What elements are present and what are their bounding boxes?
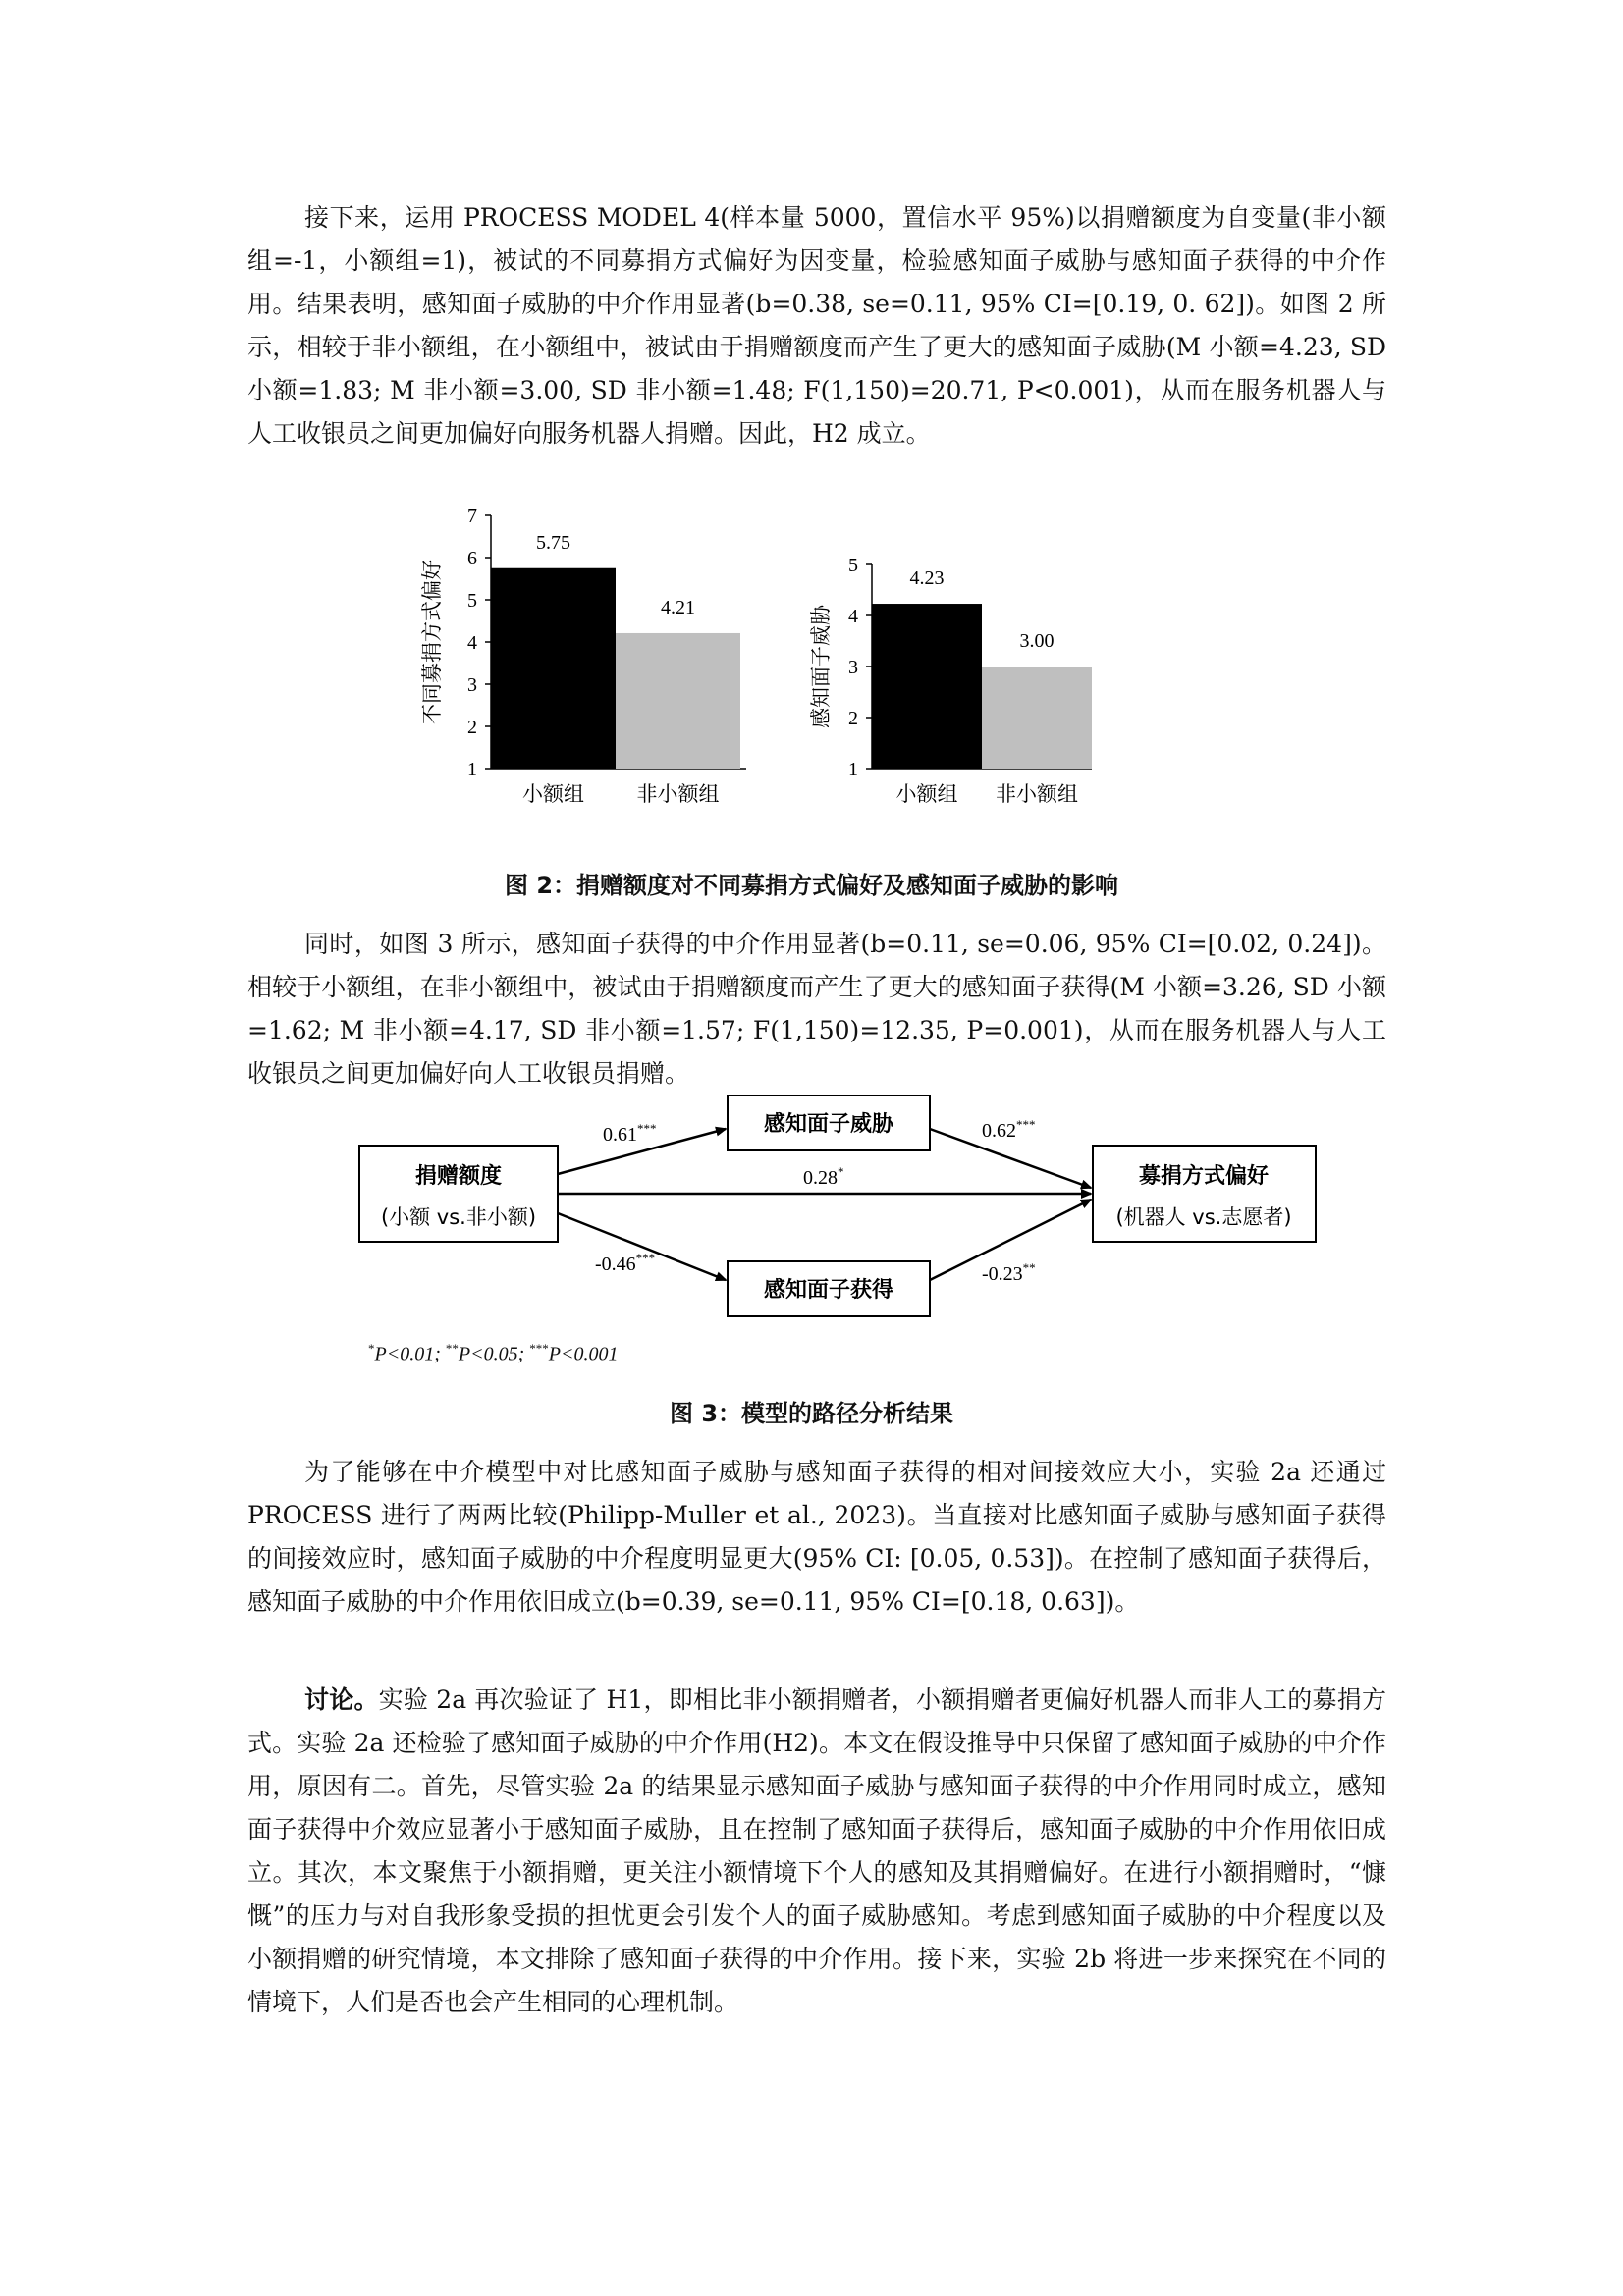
y-tick-label: 3 [848, 657, 858, 678]
bar-value-label: 5.75 [536, 531, 570, 554]
coef-a1: 0.61*** [603, 1121, 657, 1146]
box-x-title: 捐赠额度 [414, 1164, 503, 1189]
bar-value-label: 3.00 [1019, 630, 1055, 652]
category-label: 小额组 [522, 782, 584, 806]
y-tick-label: 1 [467, 759, 477, 780]
box-x-subtitle: (小额 vs.非小额) [380, 1205, 537, 1229]
y-tick-label: 4 [467, 632, 477, 654]
y-axis-label: 不同募捐方式偏好 [420, 560, 444, 724]
path-a2-arrow [558, 1213, 726, 1280]
y-tick-label: 1 [848, 759, 858, 780]
paragraph-mediation-gain: 同时，如图 3 所示，感知面子获得的中介作用显著(b=0.11, se=0.06, 95% CI=[0.02, 0.24])。相较于小额组，在非小额组中，被试由于捐赠额度而产生了更大的感知面子获得(M 小额=3.26, SD 小额=1.62; M 非小额=4.17, SD 非小额=1.57; F(1,150)=12.35, P=0.001)，从而在服务机器人与人工收银员之间更加偏好向人工收银员捐赠。 [247, 930, 1386, 1088]
category-label: 小额组 [895, 782, 958, 806]
discussion-heading: 讨论。 [304, 1685, 379, 1714]
coef-b1: 0.62*** [982, 1117, 1036, 1142]
y-axis-label: 感知面子威胁 [809, 605, 833, 728]
y-tick-label: 3 [467, 674, 477, 696]
y-tick-label: 4 [848, 606, 858, 627]
box-y-subtitle: (机器人 vs.志愿者) [1115, 1205, 1292, 1229]
paragraph-mediation-threat: 接下来，运用 PROCESS MODEL 4(样本量 5000，置信水平 95%)以捐赠额度为自变量(非小额组=-1，小额组=1)，被试的不同募捐方式偏好为因变量，检验感知面子威胁与感知面子获得的中介作用。结果表明，感知面子威胁的中介作用显著(b=0.38, se=0.11, 95% CI=[0.19, 0. 62])。如图 2 所示，相较于非小额组，在小额组中，被试由于捐赠额度而产生了更大的感知面子威胁(M 小额=4.23, SD 小额=1.83; M 非小额=3.00, SD 非小额=1.48; F(1,150)=20.71, P<0.001)，从而在服务机器人与人工收银员之间更加偏好向服务机器人捐赠。因此，H2 成立。 [247, 203, 1386, 448]
y-tick-label: 6 [467, 548, 477, 569]
y-tick-label: 2 [848, 708, 858, 729]
category-label: 非小额组 [996, 782, 1078, 806]
figure-3-caption: 图 3：模型的路径分析结果 [669, 1400, 954, 1427]
y-tick-label: 5 [848, 555, 858, 576]
y-tick-label: 2 [467, 717, 477, 738]
paragraph-pairwise-comparison: 为了能够在中介模型中对比感知面子威胁与感知面子获得的相对间接效应大小，实验 2a 还通过 PROCESS 进行了两两比较(Philipp-Muller et al., 2023)。当直接对比感知面子威胁与感知面子获得的间接效应时，感知面子威胁的中介程度明显更大(95% CI: [0.05, 0.53])。在控制了感知面子获得后，感知面子威胁的中介作用依旧成立(b=0.39, se=0.11, 95% CI=[0.18, 0.63])。 [247, 1458, 1386, 1616]
box-m1-label: 感知面子威胁 [763, 1112, 894, 1137]
box-y-title: 募捐方式偏好 [1138, 1164, 1270, 1189]
coef-a2: -0.46*** [595, 1251, 656, 1275]
coef-c: 0.28* [803, 1164, 844, 1189]
y-tick-label: 5 [467, 590, 477, 612]
coef-b2: -0.23** [982, 1260, 1036, 1285]
box-m2-label: 感知面子获得 [763, 1278, 894, 1303]
bar-value-label: 4.23 [909, 567, 945, 590]
discussion-body: 实验 2a 再次验证了 H1，即相比非小额捐赠者，小额捐赠者更偏好机器人而非人工的募捐方式。实验 2a 还检验了感知面子威胁的中介作用(H2)。本文在假设推导中只保留了感知面子威胁的中介作用，原因有二。首先，尽管实验 2a 的结果显示感知面子威胁与感知面子获得的中介作用同时成立，感知面子获得中介效应显著小于感知面子威胁，且在控制了感知面子获得后，感知面子威胁的中介作用依旧成立。其次，本文聚焦于小额捐赠，更关注小额情境下个人的感知及其捐赠偏好。在进行小额捐赠时，“慷慨”的压力与对自我形象受损的担忧更会引发个人的面子威胁感知。考虑到感知面子威胁的中介程度以及小额捐赠的研究情境，本文排除了感知面子获得的中介作用。接下来，实验 2b 将进一步来探究在不同的情境下，人们是否也会产生相同的心理机制。 [247, 1685, 1386, 2016]
paragraph-discussion [247, 1679, 1386, 2024]
figure-3-footnote: *P<0.01; **P<0.05; ***P<0.001 [368, 1341, 619, 1365]
y-tick-label: 7 [467, 506, 477, 527]
bar-value-label: 4.21 [661, 596, 695, 618]
category-label: 非小额组 [636, 782, 720, 806]
figure-2-caption: 图 2：捐赠额度对不同募捐方式偏好及感知面子威胁的影响 [504, 872, 1119, 899]
